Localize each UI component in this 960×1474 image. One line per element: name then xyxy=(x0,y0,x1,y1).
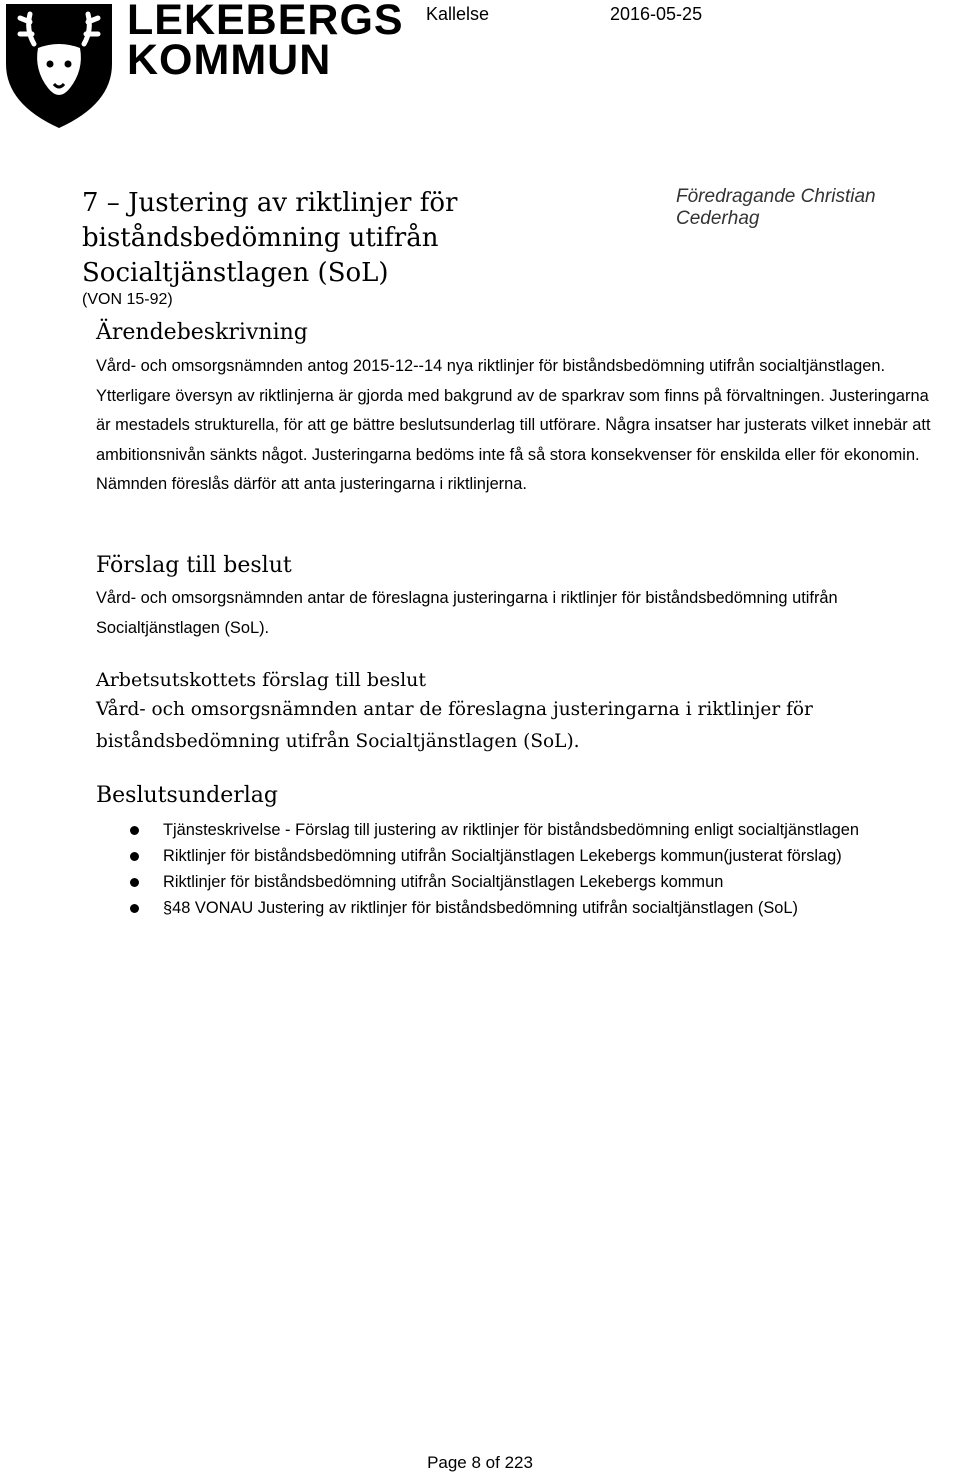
presenter: Föredragande Christian Cederhag xyxy=(676,186,876,229)
case-description-text: Vård- och omsorgsnämnden antog 2015-12--14 nya riktlinjer för biståndsbedömning utifrån socialtjänstlagen. Ytterligare översyn av riktlinjerna är gjorda med bakgrund av de sparkrav som finns på förvaltningen. Justeringarna är mestadels strukturella, för att ge bättre beslutsunderlag till utförare. Några insatser har justerats vilket innebär att ambitionsnivån sänkts något. Justeringarna bedöms inte få så stora konsekvenser för enskilda eller för ekonomin. Nämnden föreslås därför att anta justeringarna i riktlinjerna. xyxy=(96,357,931,493)
bullet-icon xyxy=(130,826,139,835)
bullet-icon xyxy=(130,878,139,887)
page-number: Page 8 of 223 xyxy=(427,1453,533,1472)
bullet-icon xyxy=(130,904,139,913)
agenda-item-title: 7 – Justering av riktlinjer för biståndsbedömning utifrån Socialtjänstlagen (SoL) xyxy=(82,188,458,288)
case-description-heading: Ärendebeskrivning xyxy=(96,320,308,345)
wordmark-line-2: KOMMUN xyxy=(127,36,332,84)
municipality-crest-logo xyxy=(0,0,118,130)
list-item-text: Riktlinjer för biståndsbedömning utifrån Socialtjänstlagen Lekebergs kommun xyxy=(163,873,724,891)
decision-basis-list xyxy=(96,817,926,921)
decision-basis-heading: Beslutsunderlag xyxy=(96,783,279,808)
bullet-icon xyxy=(130,852,139,861)
case-description-section xyxy=(96,318,931,500)
document-date: 2016-05-25 xyxy=(610,4,703,24)
committee-proposal-heading: Arbetsutskottets förslag till beslut xyxy=(96,669,427,691)
agenda-item-reference: (VON 15-92) xyxy=(82,291,173,308)
document-type: Kallelse xyxy=(426,4,490,24)
list-item xyxy=(96,843,926,869)
municipality-wordmark xyxy=(127,0,404,84)
wordmark-line-1: LEKEBERGS xyxy=(127,0,404,44)
committee-proposal-text: Vård- och omsorgsnämnden antar de föreslagna justeringarna i riktlinjer för biståndsbedömning utifrån Socialtjänstlagen (SoL). xyxy=(96,699,813,752)
proposal-text: Vård- och omsorgsnämnden antar de föreslagna justeringarna i riktlinjer för biståndsbedömning utifrån Socialtjänstlagen (SoL). xyxy=(96,589,838,637)
list-item xyxy=(96,869,926,895)
list-item xyxy=(96,817,926,843)
list-item-text: §48 VONAU Justering av riktlinjer för biståndsbedömning utifrån socialtjänstlagen (SoL) xyxy=(163,899,799,917)
list-item-text: Tjänsteskrivelse - Förslag till justering av riktlinjer för biståndsbedömning enligt socialtjänstlagen xyxy=(163,821,860,839)
proposal-heading: Förslag till beslut xyxy=(96,553,292,578)
list-item-text: Riktlinjer för biståndsbedömning utifrån Socialtjänstlagen Lekebergs kommun(justerat förslag) xyxy=(163,847,842,865)
proposal-section xyxy=(96,551,916,643)
list-item xyxy=(96,895,926,921)
committee-proposal-section xyxy=(96,666,876,758)
decision-basis-section xyxy=(96,781,916,811)
